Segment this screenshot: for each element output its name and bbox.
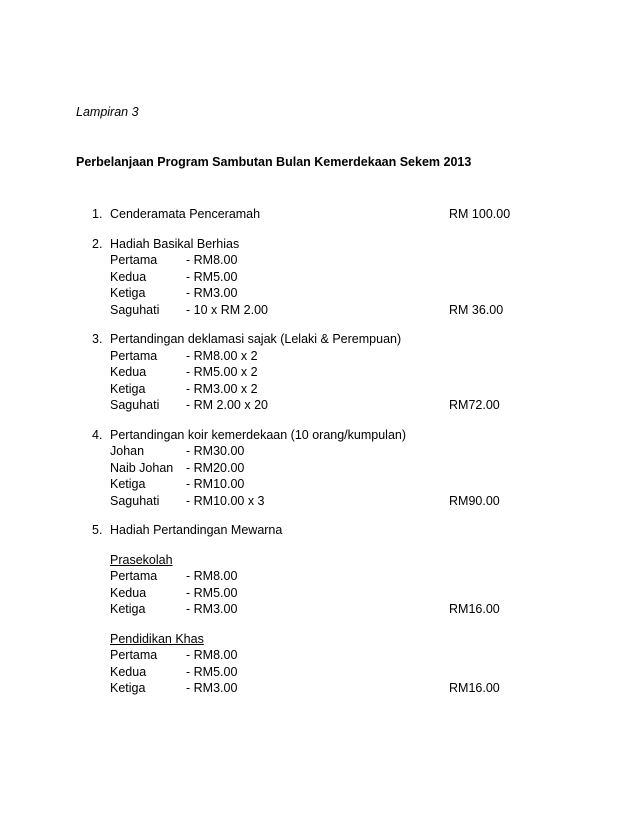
prize-line xyxy=(92,252,542,269)
prize-amount: - RM5.00 xyxy=(186,664,238,679)
prize-name: Johan xyxy=(110,444,145,458)
item-header xyxy=(92,206,542,223)
prize-name: Saguhati xyxy=(110,493,160,508)
item-header xyxy=(92,236,542,253)
item-number: 5. xyxy=(92,523,103,537)
prize-name: Ketiga xyxy=(110,286,146,300)
prize-name: Ketiga xyxy=(110,681,146,695)
item-total: RM 36.00 xyxy=(449,302,504,317)
item-total: RM90.00 xyxy=(449,493,500,508)
expense-item-1 xyxy=(92,206,542,223)
prize-amount: - RM3.00 xyxy=(186,681,238,695)
item-label: Pertandingan koir kemerdekaan (10 orang/kumpulan) xyxy=(110,427,407,442)
item-label: Hadiah Pertandingan Mewarna xyxy=(110,523,283,537)
prize-name: Pertama xyxy=(110,569,158,583)
spacer xyxy=(92,539,542,552)
prize-line xyxy=(92,381,542,398)
item-number: 1. xyxy=(92,207,103,221)
prize-line xyxy=(92,364,542,381)
prize-name: Pertama xyxy=(110,348,158,363)
prize-line xyxy=(92,476,542,493)
prize-amount: - RM8.00 xyxy=(186,253,238,267)
attachment-label: Lampiran 3 xyxy=(76,105,139,119)
item-header xyxy=(92,331,542,348)
category-heading xyxy=(92,552,542,569)
prize-line xyxy=(92,647,542,664)
item-label: Pertandingan deklamasi sajak (Lelaki & Perempuan) xyxy=(110,332,402,346)
prize-amount: - RM5.00 x 2 xyxy=(186,365,258,379)
prize-name: Naib Johan xyxy=(110,460,174,475)
item-label: Hadiah Basikal Berhias xyxy=(110,236,240,251)
prize-line xyxy=(92,664,542,681)
item-number: 4. xyxy=(92,427,103,442)
spacer xyxy=(92,618,542,631)
prize-line xyxy=(92,601,542,618)
expense-item-3 xyxy=(92,331,542,414)
prize-line xyxy=(92,568,542,585)
prize-line xyxy=(92,443,542,460)
category-heading xyxy=(92,631,542,648)
prize-line xyxy=(92,302,542,319)
prize-amount: - RM 2.00 x 20 xyxy=(186,398,268,412)
prize-amount: - RM3.00 xyxy=(186,602,238,616)
prize-amount: - 10 x RM 2.00 xyxy=(186,302,268,317)
prize-name: Kedua xyxy=(110,585,147,600)
prize-line xyxy=(92,493,542,510)
prize-name: Pertama xyxy=(110,648,158,662)
item-total: RM16.00 xyxy=(449,681,500,695)
prize-name: Ketiga xyxy=(110,381,146,396)
prize-amount: - RM10.00 x 3 xyxy=(186,493,265,508)
prize-amount: - RM5.00 xyxy=(186,269,238,284)
item-number: 3. xyxy=(92,332,103,346)
item-total: RM16.00 xyxy=(449,602,500,616)
prize-line xyxy=(92,348,542,365)
prize-amount: - RM8.00 xyxy=(186,569,238,583)
prize-line xyxy=(92,397,542,414)
category-heading-text: Pendidikan Khas xyxy=(110,631,204,646)
prize-name: Saguhati xyxy=(110,302,160,317)
item-header xyxy=(92,427,542,444)
prize-amount: - RM20.00 xyxy=(186,460,245,475)
prize-amount: - RM10.00 xyxy=(186,477,245,491)
item-number: 2. xyxy=(92,236,103,251)
item-total: RM 100.00 xyxy=(449,207,511,221)
expense-item-5 xyxy=(92,522,542,697)
prize-amount: - RM8.00 xyxy=(186,648,238,662)
prize-name: Pertama xyxy=(110,253,158,267)
item-header xyxy=(92,522,542,539)
document-title: Perbelanjaan Program Sambutan Bulan Kemerdekaan Sekem 2013 xyxy=(76,155,472,169)
prize-line xyxy=(92,585,542,602)
prize-name: Kedua xyxy=(110,269,147,284)
prize-line xyxy=(92,269,542,286)
prize-name: Saguhati xyxy=(110,398,160,412)
item-label: Cenderamata Penceramah xyxy=(110,207,261,221)
prize-name: Kedua xyxy=(110,365,147,379)
prize-amount: - RM8.00 x 2 xyxy=(186,348,258,363)
prize-name: Kedua xyxy=(110,664,147,679)
item-total: RM72.00 xyxy=(449,398,500,412)
prize-amount: - RM3.00 xyxy=(186,286,238,300)
prize-amount: - RM30.00 xyxy=(186,444,245,458)
prize-name: Ketiga xyxy=(110,602,146,616)
prize-amount: - RM5.00 xyxy=(186,585,238,600)
prize-line xyxy=(92,285,542,302)
prize-name: Ketiga xyxy=(110,477,146,491)
expense-item-4 xyxy=(92,427,542,510)
prize-line xyxy=(92,680,542,697)
prize-amount: - RM3.00 x 2 xyxy=(186,381,258,396)
category-heading-text: Prasekolah xyxy=(110,552,173,567)
expense-list xyxy=(92,206,542,710)
expense-item-2 xyxy=(92,236,542,319)
prize-line xyxy=(92,460,542,477)
